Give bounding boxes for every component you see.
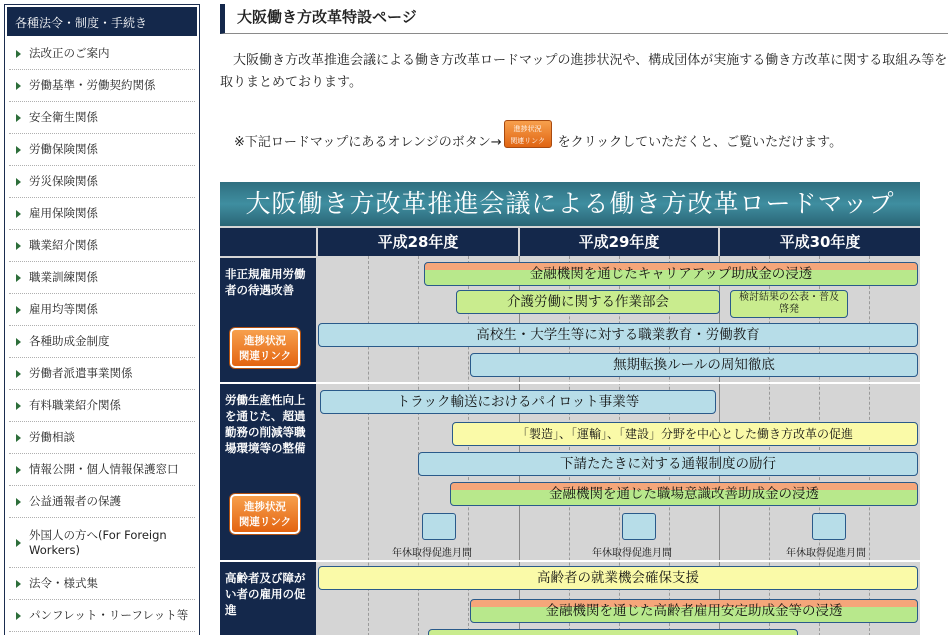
note-text	[234, 126, 842, 154]
bar-kyoiku: 高校生・大学生等に対する職業教育・労働教育	[318, 323, 918, 347]
arrow-icon	[16, 466, 21, 474]
sidebar-item-label: 労災保険関係	[29, 174, 98, 189]
sidebar-item-labor-insurance[interactable]	[9, 134, 195, 166]
section-label-productivity: 労働生産性向上を通じた、超過勤務の削減等職場環境等の整備	[220, 384, 316, 560]
sidebar-item-label: 法改正のご案内	[29, 46, 110, 61]
note-after: をクリックしていただくと、ご覧いただけます。	[557, 134, 843, 150]
section-label-elderly-disabled: 高齢者及び障がい者の雇用の促進	[220, 562, 316, 635]
bar-seizo: 「製造」、「運輸」、「建設」分野を中心とした働き方改革の促進	[452, 422, 918, 446]
year-h28: 平成28年度	[318, 228, 518, 256]
sidebar-item-safety-health[interactable]	[9, 102, 195, 134]
progress-link-button-2[interactable]	[230, 494, 300, 534]
sidebar-item-label: 労働保険関係	[29, 142, 98, 157]
sidebar-item-foreign-workers[interactable]	[9, 518, 195, 568]
sidebar-item-label: 労働相談	[29, 430, 75, 445]
sidebar-item-employment-insurance[interactable]	[9, 198, 195, 230]
bar-kaigo: 介護労働に関する作業部会	[456, 290, 720, 314]
arrow-icon	[16, 338, 21, 346]
sidebar-item-law-revision[interactable]	[9, 38, 195, 70]
arrow-icon	[16, 210, 21, 218]
section-label-nonregular: 非正規雇用労働者の待遇改善	[220, 258, 316, 382]
arrow-icon	[16, 612, 21, 620]
sidebar-item-label: 法令・様式集	[29, 576, 98, 591]
note-before: ※下記ロードマップにあるオレンジのボタン→	[234, 134, 502, 150]
progress-link-sample-button	[504, 120, 552, 148]
sidebar-item-whistleblower[interactable]	[9, 486, 195, 518]
arrow-icon	[16, 274, 21, 282]
mini-button-line1: 進捗状況	[513, 125, 542, 133]
nenkyu-box-h29	[622, 513, 656, 540]
sidebar-item-label: パンフレット・リーフレット等	[29, 608, 189, 623]
year-h29: 平成29年度	[520, 228, 718, 256]
sidebar-item-labor-consultation[interactable]	[9, 422, 195, 454]
nenkyu-box-h28	[422, 513, 456, 540]
arrow-icon	[16, 434, 21, 442]
bar-partial	[428, 629, 798, 635]
progress-link-button-1[interactable]	[230, 328, 300, 368]
arrow-icon	[16, 146, 21, 154]
bar-mukikan: 無期転換ルールの周知徹底	[470, 353, 918, 377]
sidebar-item-equal-employment[interactable]	[9, 294, 195, 326]
arrow-icon	[16, 50, 21, 58]
arrow-icon	[16, 498, 21, 506]
arrow-icon	[16, 178, 21, 186]
bar-career-up: 金融機関を通じたキャリアアップ助成金の浸透	[424, 262, 918, 286]
sidebar-item-labor-standards[interactable]	[9, 70, 195, 102]
sidebar-title: 各種法令・制度・手続き	[5, 5, 199, 38]
sidebar-item-dispatch[interactable]	[9, 358, 195, 390]
roadmap-title: 大阪働き方改革推進会議による働き方改革ロードマップ	[220, 182, 920, 226]
sidebar-item-label: 雇用均等関係	[29, 302, 98, 317]
sidebar-menu	[5, 38, 199, 632]
arrow-icon	[16, 242, 21, 250]
sidebar-item-job-placement[interactable]	[9, 230, 195, 262]
sidebar-item-label: 労働者派遣事業関係	[29, 366, 133, 381]
sidebar-item-label: 安全衛生関係	[29, 110, 98, 125]
sidebar-nav	[4, 4, 200, 635]
link-button-line1: 進捗状況	[244, 335, 286, 347]
sidebar-item-pamphlets[interactable]	[9, 600, 195, 632]
sidebar-item-subsidies[interactable]	[9, 326, 195, 358]
year-h30: 平成30年度	[720, 228, 920, 256]
bar-shitauke: 下請たたきに対する通報制度の励行	[418, 452, 918, 476]
arrow-icon	[16, 114, 21, 122]
arrow-icon	[16, 539, 21, 547]
sidebar-item-label: 公益通報者の保護	[29, 494, 121, 509]
sidebar-item-vocational-training[interactable]	[9, 262, 195, 294]
sidebar-item-laws-forms[interactable]	[9, 568, 195, 600]
sidebar-item-paid-placement[interactable]	[9, 390, 195, 422]
sidebar-item-label: 外国人の方へ(For Foreign Workers)	[29, 528, 167, 557]
arrow-icon	[16, 580, 21, 588]
bar-shokuba: 金融機関を通じた職場意識改善助成金の浸透	[450, 482, 918, 506]
nenkyu-box-h30	[812, 513, 846, 540]
sidebar-item-information-disclosure[interactable]	[9, 454, 195, 486]
arrow-icon	[16, 402, 21, 410]
sidebar-item-label: 各種助成金制度	[29, 334, 110, 349]
nenkyu-caption-h29: 年休取得促進月間	[592, 548, 672, 559]
sidebar-item-label: 職業紹介関係	[29, 238, 98, 253]
arrow-icon	[16, 82, 21, 90]
section-separator	[220, 382, 920, 384]
bar-koureisha-shugyo: 高齢者の就業機会確保支援	[318, 566, 918, 590]
bar-kento: 検討結果の公表・普及啓発	[730, 290, 848, 318]
main-content	[220, 0, 952, 635]
link-button-line1: 進捗状況	[244, 501, 286, 513]
arrow-icon	[16, 370, 21, 378]
sidebar-item-label: 労働基準・労働契約関係	[29, 78, 156, 93]
bar-koureisha-josei: 金融機関を通じた高齢者雇用安定助成金等の浸透	[470, 599, 918, 623]
sidebar-item-label: 情報公開・個人情報保護窓口	[29, 462, 179, 477]
bar-truck: トラック輸送におけるパイロット事業等	[320, 390, 716, 414]
link-button-line2: 関連リンク	[238, 350, 292, 362]
mini-button-line2: 関連リンク	[510, 137, 546, 145]
page-title: 大阪働き方改革特設ページ	[220, 4, 948, 34]
roadmap-figure	[220, 182, 920, 635]
nenkyu-caption-h30: 年休取得促進月間	[786, 548, 866, 559]
arrow-icon	[16, 306, 21, 314]
nenkyu-caption-h28: 年休取得促進月間	[392, 548, 472, 559]
sidebar-item-label: 有料職業紹介関係	[29, 398, 121, 413]
intro-text: 大阪働き方改革推進会議による働き方改革ロードマップの進捗状況や、構成団体が実施する働き方改革に関する取組み等を取りまとめております。	[220, 53, 948, 90]
year-header-blank	[220, 228, 316, 256]
section-separator	[220, 560, 920, 562]
sidebar-item-label: 雇用保険関係	[29, 206, 98, 221]
link-button-line2: 関連リンク	[238, 516, 292, 528]
sidebar-item-label: 職業訓練関係	[29, 270, 98, 285]
sidebar-item-workers-comp[interactable]	[9, 166, 195, 198]
